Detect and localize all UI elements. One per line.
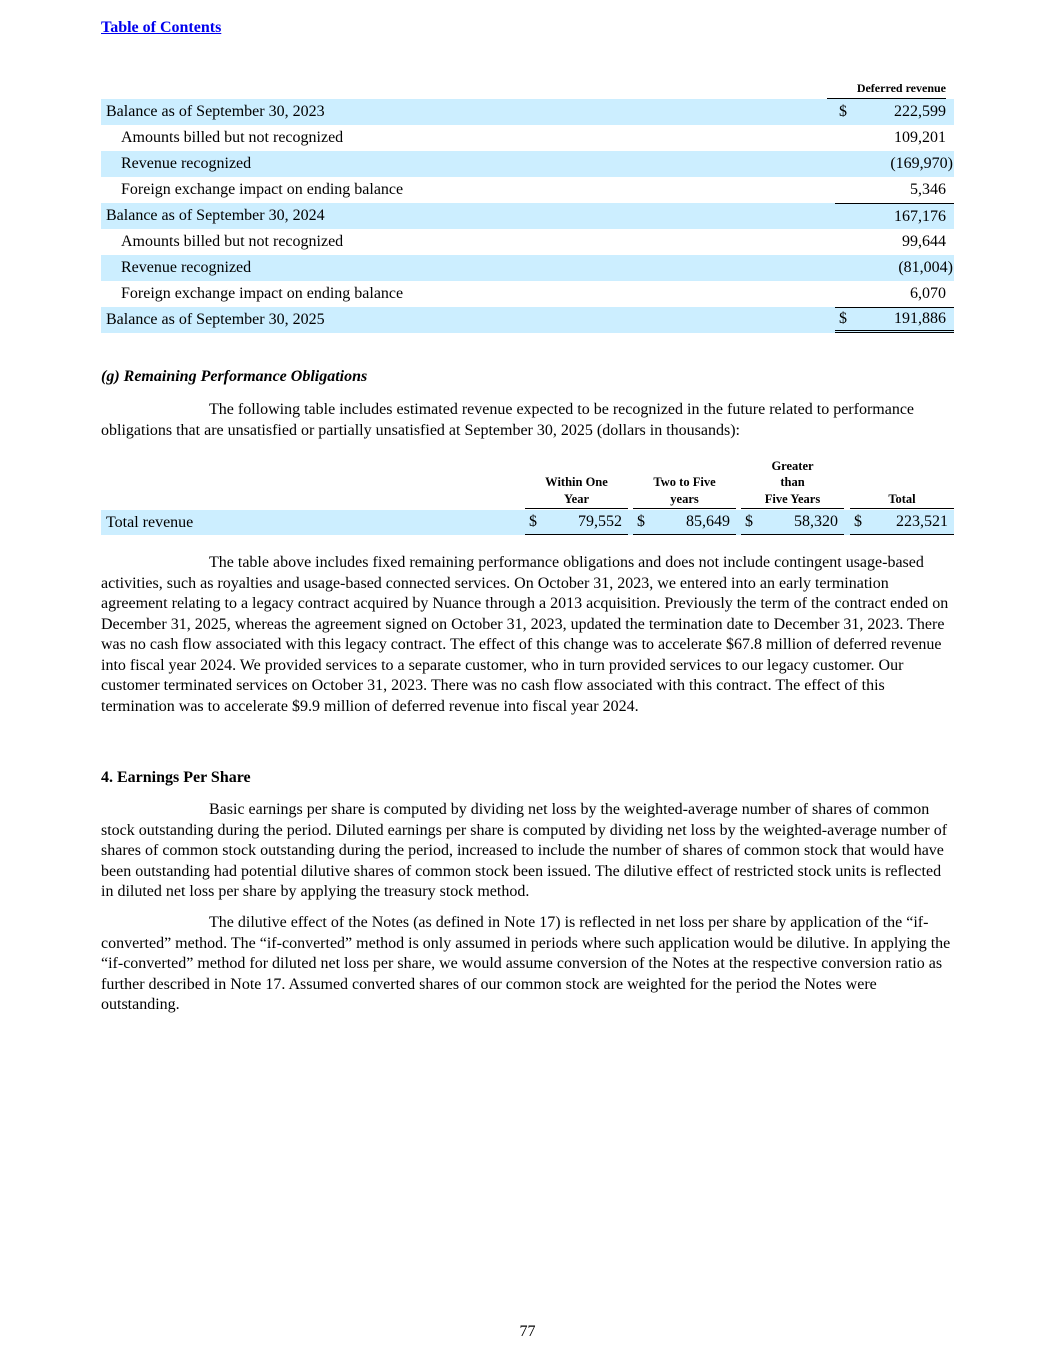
row-value: (81,004) (898, 259, 953, 276)
row-label: Foreign exchange impact on ending balance (121, 285, 404, 302)
row-label: Amounts billed but not recognized (121, 233, 344, 250)
table-row (101, 510, 954, 535)
row-value-cell (835, 125, 954, 151)
row-value: (169,970) (890, 155, 953, 172)
row-value-cell (835, 151, 954, 177)
column-header-total: Total (850, 491, 954, 510)
eps-heading: 4. Earnings Per Share (101, 769, 251, 786)
table-header (101, 458, 954, 509)
deferred-revenue-table (101, 80, 954, 333)
table-row (101, 151, 954, 177)
table-row (101, 99, 954, 125)
row-value-cell (835, 177, 954, 203)
eps-paragraph-1: Basic earnings per share is computed by dividing net loss by the weighted-average number of shares of common stock outstanding during the period. Diluted earnings per share is computed by dividing net loss by the weighted-average number of shares of common stock outstanding during the period, increased to include the number of shares of common stock that would have been outstanding had potential dilutive shares of common stock been issued. The dilutive effect of restricted stock units is reflected in diluted net loss per share by applying the treasury stock method. (101, 801, 948, 900)
page-number: 77 (519, 1323, 536, 1340)
row-label: Balance as of September 30, 2023 (106, 103, 325, 120)
table-of-contents-link[interactable]: Table of Contents (101, 19, 222, 36)
table-header (101, 80, 954, 99)
rpo-note-paragraph: The table above includes fixed remaining performance obligations and does not include contingent usage-based activities, such as royalties and usage-based connected services. On October 31, 2023, we entered into an early termination agreement relating to a legacy contract acquired by Nuance through a 2013 acquisition. Previously the term of the contract ended on December 31, 2025, whereas the agreement signed on October 31, 2023, updated the termination date to December 31, 2023. There was no cash flow associated with this legacy contract. The effect of this change was to accelerate $67.8 million of deferred revenue into fiscal year 2024. We provided services to a separate customer, who in turn provided services to our legacy customer. Our customer terminated services on October 31, 2023. There was no cash flow associated with this contract. The effect of this termination was to accelerate $9.9 million of deferred revenue into fiscal year 2024. (101, 554, 949, 715)
table-row (101, 281, 954, 307)
value-cell-greater-than-five-years: $ 58,320 (741, 510, 844, 535)
row-value-cell (835, 281, 954, 307)
column-header-deferred-revenue: Deferred revenue (827, 81, 946, 99)
currency-symbol: $ (839, 103, 847, 120)
currency-symbol: $ (839, 310, 847, 327)
row-label: Revenue recognized (121, 259, 252, 276)
row-value: 109,201 (894, 129, 946, 146)
row-value: 99,644 (902, 233, 946, 250)
row-label: Amounts billed but not recognized (121, 129, 344, 146)
value-cell-total: $ 223,521 (850, 510, 954, 535)
rpo-table (101, 458, 954, 535)
value-cell-within-one-year: $ 79,552 (525, 510, 628, 535)
row-value-cell (835, 99, 954, 125)
table-row (101, 177, 954, 203)
table-row (101, 255, 954, 281)
eps-paragraph-2: The dilutive effect of the Notes (as defined in Note 17) is reflected in net loss per share by application of the “if-converted” method. The “if-converted” method is only assumed in periods where such application would be dilutive. In applying the “if-converted” method for diluted net loss per share, we would assume conversion of the Notes at the respective conversion ratio as further described in Note 17. Assumed converted shares of our common stock are weighted for the period the Notes were outstanding. (101, 914, 951, 1013)
row-value: 167,176 (894, 207, 946, 225)
rpo-heading: (g) Remaining Performance Obligations (101, 368, 368, 385)
row-value: 191,886 (894, 310, 946, 327)
row-value: 222,599 (894, 103, 946, 120)
row-label: Balance as of September 30, 2025 (106, 311, 325, 328)
column-header-within-one-year: Within One Year (525, 474, 628, 509)
row-label: Balance as of September 30, 2024 (106, 207, 325, 224)
table-row (101, 125, 954, 151)
row-label: Revenue recognized (121, 155, 252, 172)
column-header-two-to-five-years: Two to Five years (633, 474, 736, 509)
table-row (101, 307, 954, 333)
row-label: Total revenue (106, 513, 194, 531)
table-row (101, 203, 954, 229)
row-value-cell (835, 255, 954, 281)
table-row (101, 229, 954, 255)
row-value: 5,346 (910, 181, 946, 198)
row-value: 6,070 (910, 285, 946, 302)
row-label: Foreign exchange impact on ending balance (121, 181, 404, 198)
row-value-cell (835, 229, 954, 255)
column-header-greater-than-five-years: Greater than Five Years (741, 458, 844, 510)
value-cell-two-to-five-years: $ 85,649 (633, 510, 736, 535)
row-value-cell (835, 203, 954, 229)
row-value-cell (835, 307, 954, 333)
rpo-intro-paragraph: The following table includes estimated revenue expected to be recognized in the future related to performance obligations that are unsatisfied or partially unsatisfied at September 30, 2025 (dollars in thousands): (101, 401, 915, 439)
